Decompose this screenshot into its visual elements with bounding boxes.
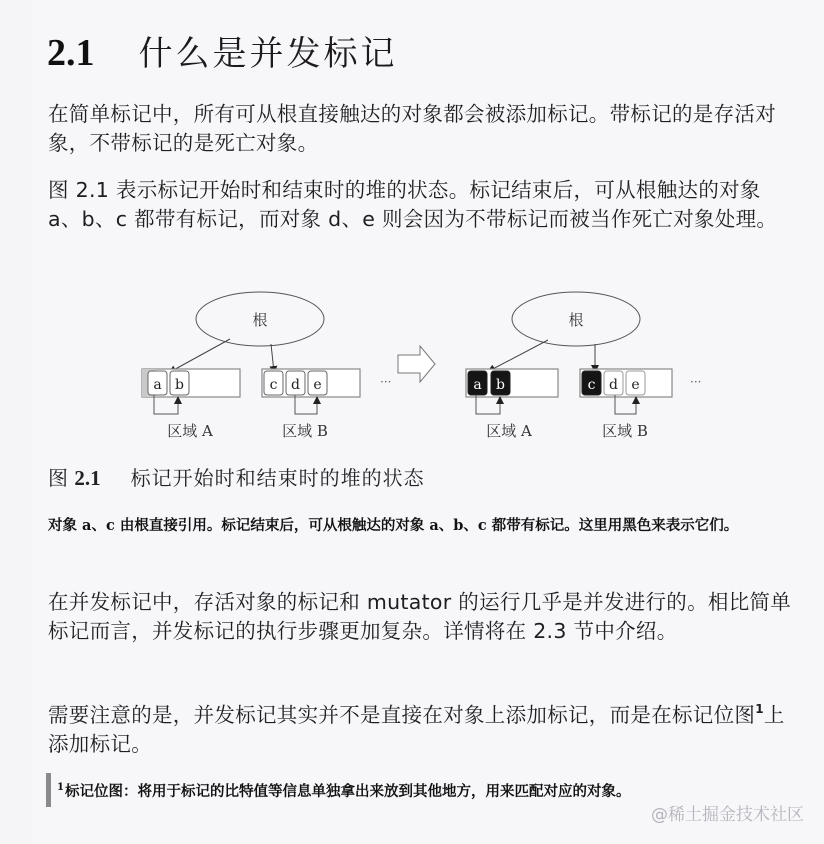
object-e: e <box>313 377 322 393</box>
object-a-marked: a <box>473 377 482 393</box>
object-b: b <box>175 377 184 393</box>
object-c: c <box>269 377 278 393</box>
region-a-label: 区域 A <box>486 422 532 440</box>
object-e-unmarked: e <box>631 377 640 393</box>
ellipsis: ··· <box>690 375 702 389</box>
figure-label: 图 2.1 <box>48 466 101 490</box>
object-b-marked: b <box>496 377 505 393</box>
object-d-unmarked: d <box>609 377 618 393</box>
ellipsis: ··· <box>380 375 392 389</box>
paragraph-figure-description: 图 2.1 表示标记开始时和结束时的堆的状态。标记结束后，可从根触达的对象 a、b、c 都带有标记，而对象 d、e 则会因为不带标记而被当作死亡对象处理。 <box>48 178 778 231</box>
footnote-text: $^1$标记位图：将用于标记的比特值等信息单独拿出来放到其他地方，用来匹配对应的对象。 <box>57 781 631 800</box>
heap-state-figure <box>130 283 730 448</box>
region-b-label: 区域 B <box>282 422 328 440</box>
object-c-marked: c <box>587 377 596 393</box>
root-label: 根 <box>568 311 584 329</box>
section-title: 什么是并发标记 <box>138 34 398 74</box>
figure-before-state <box>142 292 391 440</box>
object-a: a <box>153 377 162 393</box>
figure-title: 标记开始时和结束时的堆的状态 <box>130 466 425 490</box>
paragraph-simple-marking: 在简单标记中，所有可从根直接触达的对象都会被添加标记。带标记的是存活对象，不带标记的是死亡对象。 <box>48 102 776 155</box>
footnote-ref[interactable]: 1 <box>755 702 764 716</box>
object-d: d <box>291 377 300 393</box>
paragraph-concurrent-marking: 在并发标记中，存活对象的标记和 mutator 的运行几乎是并发进行的。相比简单标记而言，并发标记的执行步骤更加复杂。详情将在 2.3 节中介绍。 <box>48 590 792 643</box>
watermark: @稀土掘金技术社区 <box>651 805 804 825</box>
section-heading <box>47 26 398 76</box>
figure-after-state <box>466 292 701 440</box>
section-number: 2.1 <box>47 32 95 74</box>
root-label: 根 <box>252 311 268 329</box>
right-arrow-icon <box>398 346 435 382</box>
figure-note: 对象 a、c 由根直接引用。标记结束后，可从根触达的对象 a、b、c 都带有标记。这里用黑色来表示它们。 <box>48 517 739 534</box>
footnote-bar <box>46 773 51 807</box>
region-b-label: 区域 B <box>602 422 648 440</box>
region-a-label: 区域 A <box>167 422 213 440</box>
paragraph-mark-bitmap: 需要注意的是，并发标记其实并不是直接在对象上添加标记，而是在标记位图$^1$上添加标记。 <box>48 702 785 756</box>
figure-caption <box>48 462 425 491</box>
